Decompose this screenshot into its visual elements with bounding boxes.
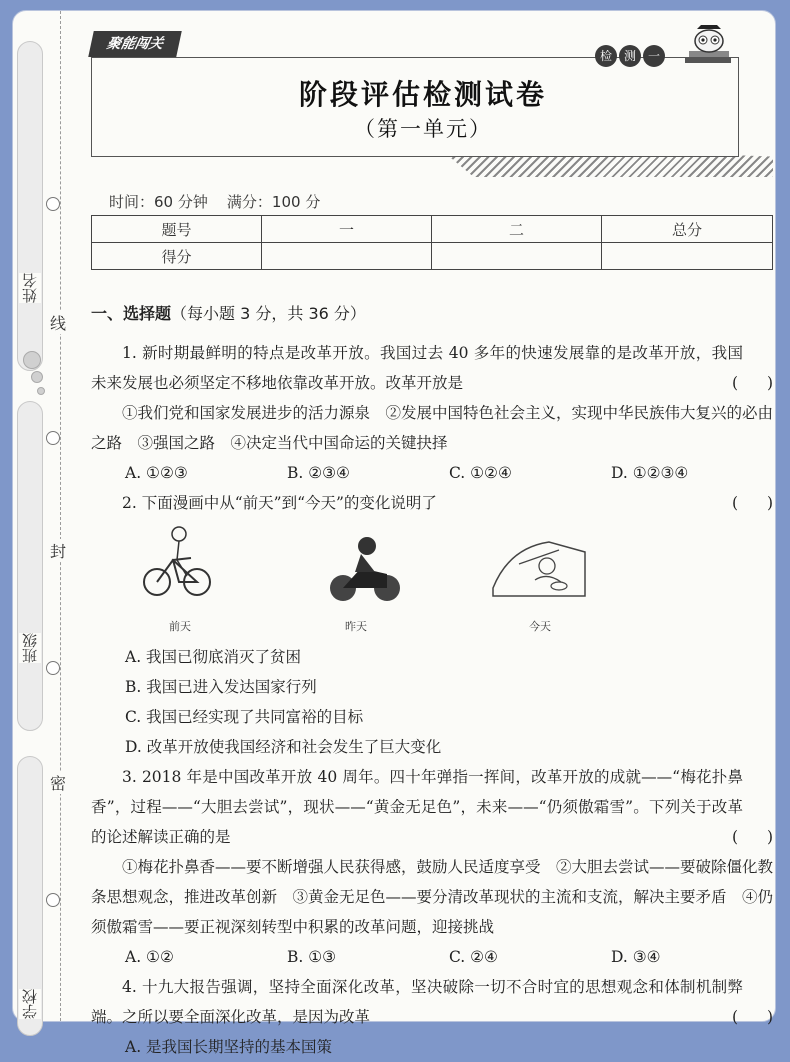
option-d[interactable]: D. ①②③④ [611, 464, 689, 482]
brand-logo: 聚能闯关 [88, 31, 182, 57]
answer-paren[interactable]: ( ) [731, 1008, 773, 1026]
score-input-cell[interactable] [602, 243, 773, 270]
question-stem: 4. 十九大报告强调，坚持全面深化改革，坚决破除一切不合时宜的思想观念和体制机制弊端。之所以要全面深化改革，是因为改革 [91, 978, 743, 1026]
binding-hole [46, 431, 60, 445]
badge-char: 测 [619, 45, 641, 67]
answer-paren[interactable]: ( ) [731, 828, 773, 846]
score-input-cell[interactable] [432, 243, 602, 270]
section-note: （每小题 3 分，共 36 分） [171, 304, 366, 323]
section-title: 一、选择题 [91, 304, 172, 323]
seal-line-char: 线 [50, 311, 66, 334]
option-b[interactable]: B. ②③④ [287, 464, 350, 482]
owl-on-books-icon [677, 25, 737, 69]
question-stem: 1. 新时期最鲜明的特点是改革开放。我国过去 40 多年的快速发展靠的是改革开放，我国未来发展也必须坚定不移地依靠改革开放。改革开放是 [91, 344, 743, 392]
score-input-cell[interactable] [262, 243, 432, 270]
option-d[interactable]: D. 改革开放使我国经济和社会发生了巨大变化 [125, 738, 442, 756]
question-stem: 2. 下面漫画中从“前天”到“今天”的变化说明了 [122, 494, 437, 512]
table-cell: 题号 [92, 216, 262, 243]
bicycle-icon [143, 520, 213, 600]
binding-hole [46, 893, 60, 907]
option-b[interactable]: B. ①③ [287, 948, 337, 966]
table-cell: 二 [432, 216, 602, 243]
option-c[interactable]: C. ②④ [449, 948, 498, 966]
school-label: 学校 [21, 989, 39, 1019]
car-driver-icon [489, 528, 589, 606]
name-label: 姓名 [21, 273, 39, 303]
table-row [92, 216, 773, 243]
question-3 [91, 762, 773, 852]
table-row [92, 243, 773, 270]
comic-caption-3: 今天 [529, 620, 551, 633]
section-heading [91, 301, 773, 324]
binding-strip-segment [17, 41, 43, 371]
table-cell: 一 [262, 216, 432, 243]
question-stem: 3. 2018 年是中国改革开放 40 周年。四十年弹指一挥间，改革开放的成就——“梅花扑鼻香”，过程——“大胆去尝试”，现状——“黄金无足色”，未来——“仍须傲霜雪”。下列关于改革的论述解读正确的是 [91, 768, 743, 846]
option-a[interactable]: A. ①②③ [125, 464, 188, 482]
option-c[interactable]: C. ①②④ [449, 464, 512, 482]
seal-seal-char: 封 [50, 539, 66, 562]
option-a[interactable]: A. 我国已彻底消灭了贫困 [125, 648, 302, 666]
table-cell: 总分 [602, 216, 773, 243]
comic-caption-2: 昨天 [345, 620, 367, 633]
option-a[interactable]: A. ①② [125, 948, 174, 966]
option-c[interactable]: C. 我国已经实现了共同富裕的目标 [125, 708, 364, 726]
option-b[interactable]: B. 我国已进入发达国家行列 [125, 678, 317, 696]
question-3-options [91, 942, 773, 972]
comic-caption-1: 前天 [169, 620, 191, 633]
score-table [91, 215, 773, 270]
badge-char: 一 [643, 45, 665, 67]
question-1 [91, 338, 773, 398]
unit-badge [595, 45, 665, 67]
question-2 [91, 488, 773, 518]
question-4 [91, 972, 773, 1032]
exam-page [12, 10, 776, 1056]
question-3-items: ①梅花扑鼻香——要不断增强人民获得感，鼓励人民适度享受 ②大胆去尝试——要破除僵化教条思想观念，推进改革创新 ③黄金无足色——要分清改革现状的主流和支流，解决主要矛盾 ④仍须傲霜雪——要正视深刻转型中积累的改革问题，迎接挑战 [91, 858, 774, 936]
option-a[interactable]: A. 是我国长期坚持的基本国策 [125, 1038, 333, 1056]
question-1-items: ①我们党和国家发展进步的活力源泉 ②发展中国特色社会主义，实现中华民族伟大复兴的必由之路 ③强国之路 ④决定当代中国命运的关键抉择 [91, 404, 774, 452]
seal-secret-char: 密 [50, 771, 66, 794]
answer-paren[interactable]: ( ) [731, 374, 773, 392]
page-title: 阶段评估检测试卷 [298, 78, 547, 111]
comic-strip [91, 520, 773, 638]
binding-strip [13, 11, 67, 1021]
motorcycle-icon [325, 534, 405, 606]
table-cell: 得分 [92, 243, 262, 270]
question-1-options [91, 458, 773, 488]
question-content [91, 301, 773, 1062]
answer-paren[interactable]: ( ) [731, 494, 773, 512]
class-label: 班级 [21, 633, 39, 663]
badge-char: 检 [595, 45, 617, 67]
exam-meta: 时间：60 分钟 满分：100 分 [109, 193, 321, 211]
page-subtitle: （第一单元） [354, 117, 492, 141]
binding-hole [46, 661, 60, 675]
binding-strip-segment [17, 401, 43, 731]
option-d[interactable]: D. ③④ [611, 948, 661, 966]
binding-hole [46, 197, 60, 211]
